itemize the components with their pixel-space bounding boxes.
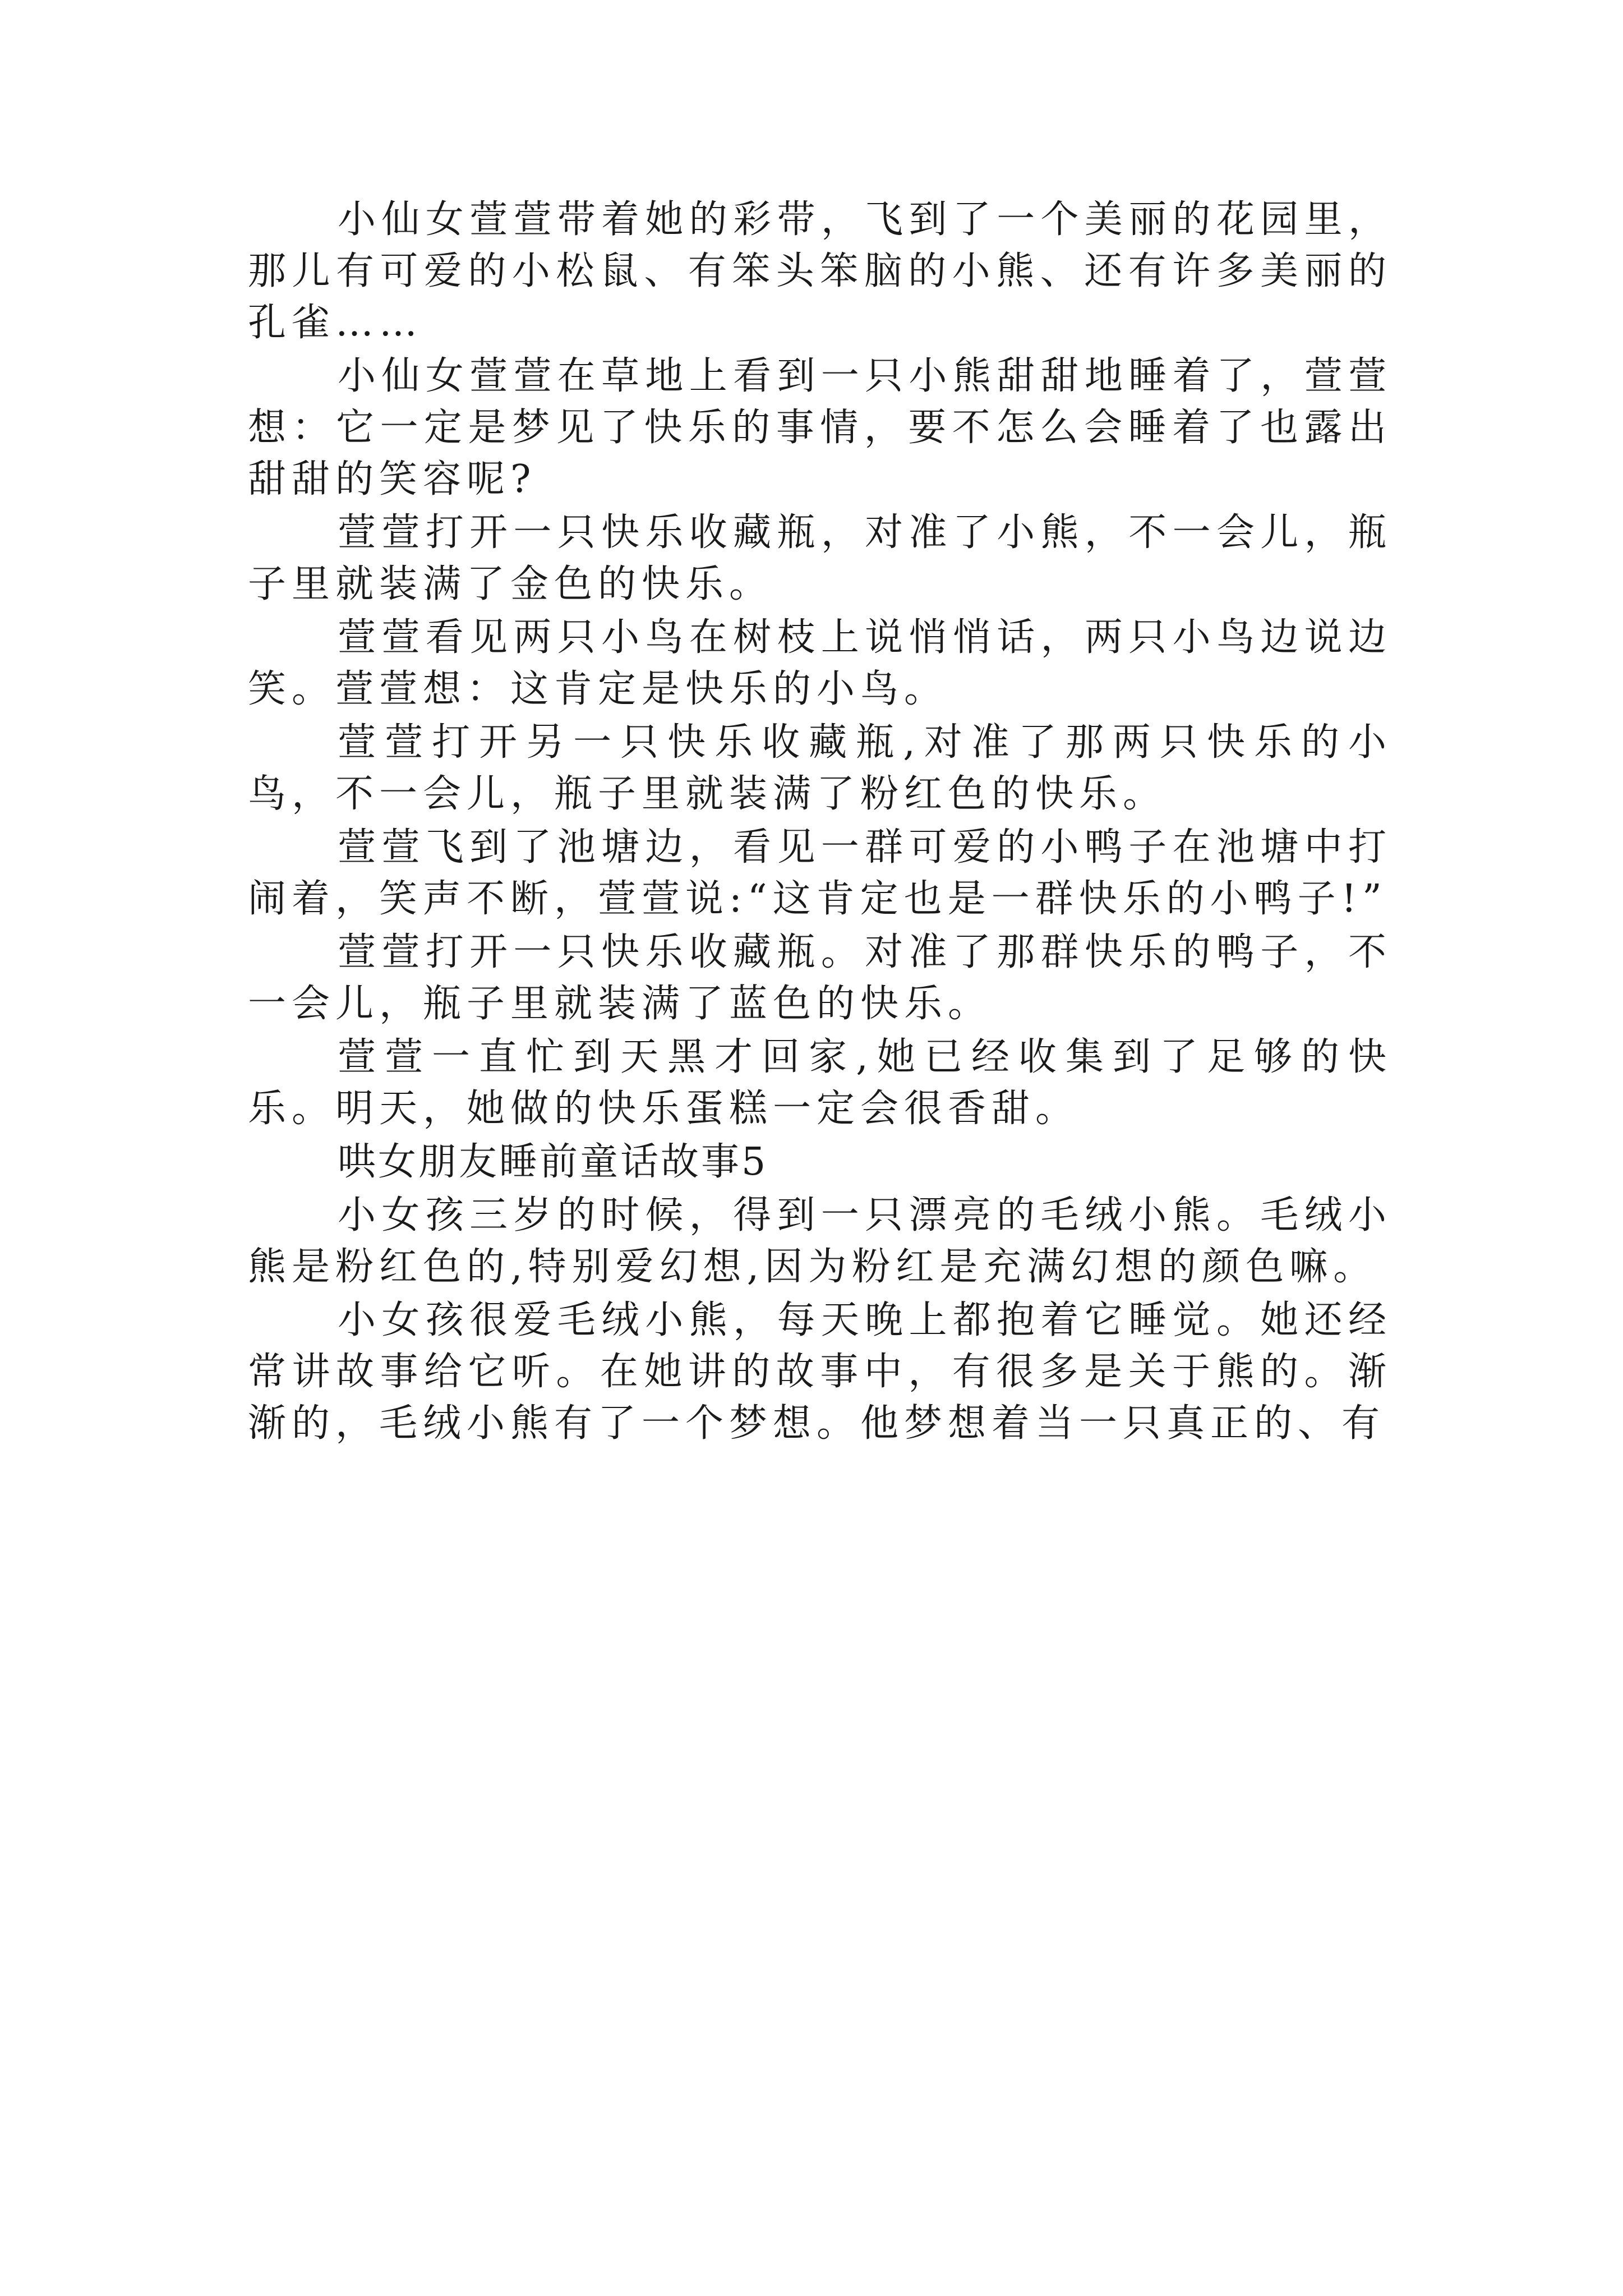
paragraph-4: 萱萱看见两只小鸟在树枝上说悄悄话，两只小鸟边说边笑。萱萱想：这肯定是快乐的小鸟。 xyxy=(248,615,1392,711)
paragraph-9: 小女孩三岁的时候，得到一只漂亮的毛绒小熊。毛绒小熊是粉红色的,特别爱幻想,因为粉红是充满幻想的颜色嘛。 xyxy=(248,1193,1392,1289)
paragraph-10: 小女孩很爱毛绒小熊，每天晚上都抱着它睡觉。她还经常讲故事给它听。在她讲的故事中，有很多是关于熊的。渐渐的，毛绒小熊有了一个梦想。他梦想着当一只真正的、有 xyxy=(248,1298,1392,1446)
paragraph-7: 萱萱打开一只快乐收藏瓶。对准了那群快乐的鸭子，不一会儿，瓶子里就装满了蓝色的快乐。 xyxy=(248,930,1392,1026)
paragraph-6: 萱萱飞到了池塘边，看见一群可爱的小鸭子在池塘中打闹着，笑声不断，萱萱说:“这肯定也是一群快乐的小鸭子!” xyxy=(248,825,1392,921)
document-body xyxy=(248,194,1392,1451)
paragraph-5: 萱萱打开另一只快乐收藏瓶,对准了那两只快乐的小鸟，不一会儿，瓶子里就装满了粉红色的快乐。 xyxy=(248,720,1392,816)
section-title: 哄女朋友睡前童话故事5 xyxy=(338,1140,768,1184)
paragraph-3: 萱萱打开一只快乐收藏瓶，对准了小熊，不一会儿，瓶子里就装满了金色的快乐。 xyxy=(248,510,1392,606)
paragraph-1: 小仙女萱萱带着她的彩带，飞到了一个美丽的花园里，那儿有可爱的小松鼠、有笨头笨脑的小熊、还有许多美丽的孔雀…… xyxy=(248,197,1392,345)
paragraph-2: 小仙女萱萱在草地上看到一只小熊甜甜地睡着了，萱萱想：它一定是梦见了快乐的事情，要不怎么会睡着了也露出甜甜的笑容呢? xyxy=(248,354,1392,501)
paragraph-8: 萱萱一直忙到天黑才回家,她已经收集到了足够的快乐。明天，她做的快乐蛋糕一定会很香甜。 xyxy=(248,1035,1392,1131)
